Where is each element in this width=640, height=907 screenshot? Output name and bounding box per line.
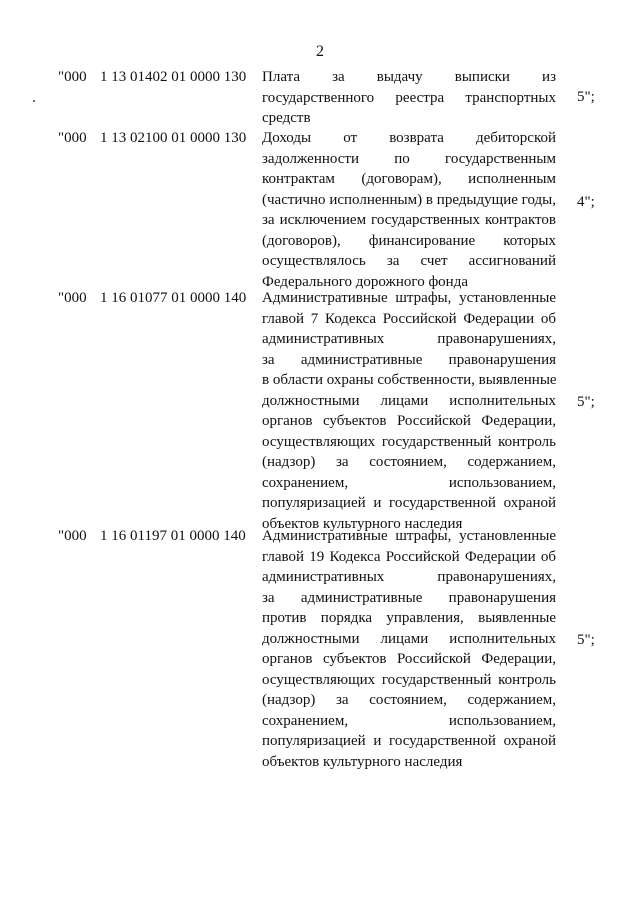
rate-value: 5"; (577, 394, 595, 410)
description-line: (надзор) за состоянием, содержанием, (262, 454, 556, 470)
description-line: административных правонарушениях, (262, 569, 556, 585)
description-line: Федерального дорожного фонда (262, 273, 468, 290)
description-line: должностными лицами исполнительных (262, 392, 556, 409)
description-line: органов субъектов Российской Федерации, (262, 651, 556, 667)
description-line: (надзор) за состоянием, содержанием, (262, 692, 556, 708)
code-prefix: "000 (58, 528, 87, 544)
description-line: должностными лицами исполнительных (262, 630, 556, 647)
row-description (262, 288, 556, 534)
description-line: Плата за выдачу выписки из (262, 69, 556, 85)
budget-code: 1 16 01197 01 0000 140 (100, 528, 246, 544)
scan-speck (33, 100, 35, 102)
description-line: административных правонарушениях, (262, 331, 556, 347)
description-line: сохранением, использованием, (262, 712, 556, 729)
description-line: осуществлялось за счет ассигнований (262, 253, 556, 269)
rate-value: 5"; (577, 89, 595, 105)
description-line: задолженности по государственным (262, 150, 556, 167)
code-prefix: "000 (58, 69, 87, 85)
code-prefix: "000 (58, 290, 87, 306)
rate-value: 5"; (577, 632, 595, 648)
description-line: популяризацией и государственной охраной (262, 733, 556, 749)
description-line: (частично исполненным) в предыдущие годы, (262, 191, 556, 208)
row-description (262, 128, 556, 292)
budget-code: 1 13 01402 01 0000 130 (100, 69, 247, 85)
description-line: объектов культурного наследия (262, 515, 463, 532)
rate-value: 4"; (577, 194, 595, 210)
description-line: осуществляющих государственный контроль (262, 671, 556, 688)
budget-code: 1 13 02100 01 0000 130 (100, 130, 247, 146)
description-line: в области охраны собственности, выявленные (262, 372, 557, 388)
row-description (262, 67, 556, 129)
description-line: государственного реестра транспортных (262, 89, 556, 106)
description-line: объектов культурного наследия (262, 753, 463, 770)
code-prefix: "000 (58, 130, 87, 146)
page-number: 2 (316, 43, 324, 60)
budget-code: 1 16 01077 01 0000 140 (100, 290, 247, 306)
description-line: сохранением, использованием, (262, 474, 556, 491)
description-line: Административные штрафы, установленные (262, 290, 556, 306)
description-line: главой 7 Кодекса Российской Федерации об (262, 310, 556, 327)
description-line: осуществляющих государственный контроль (262, 433, 556, 450)
description-line: Доходы от возврата дебиторской (262, 130, 556, 146)
row-description (262, 526, 556, 772)
description-line: (договоров), финансирование которых (262, 232, 556, 249)
description-line: за исключением государственных контрактов (262, 212, 556, 228)
description-line: контрактам (договорам), исполненным (262, 171, 556, 187)
description-line: популяризацией и государственной охраной (262, 495, 556, 511)
description-line: за административные правонарушения (262, 589, 556, 606)
description-line: за административные правонарушения (262, 351, 556, 368)
description-line: органов субъектов Российской Федерации, (262, 413, 556, 429)
description-line: против порядка управления, выявленные (262, 610, 556, 626)
description-line: средств (262, 110, 311, 126)
description-line: Административные штрафы, установленные (262, 528, 556, 544)
description-line: главой 19 Кодекса Российской Федерации об (262, 548, 556, 565)
